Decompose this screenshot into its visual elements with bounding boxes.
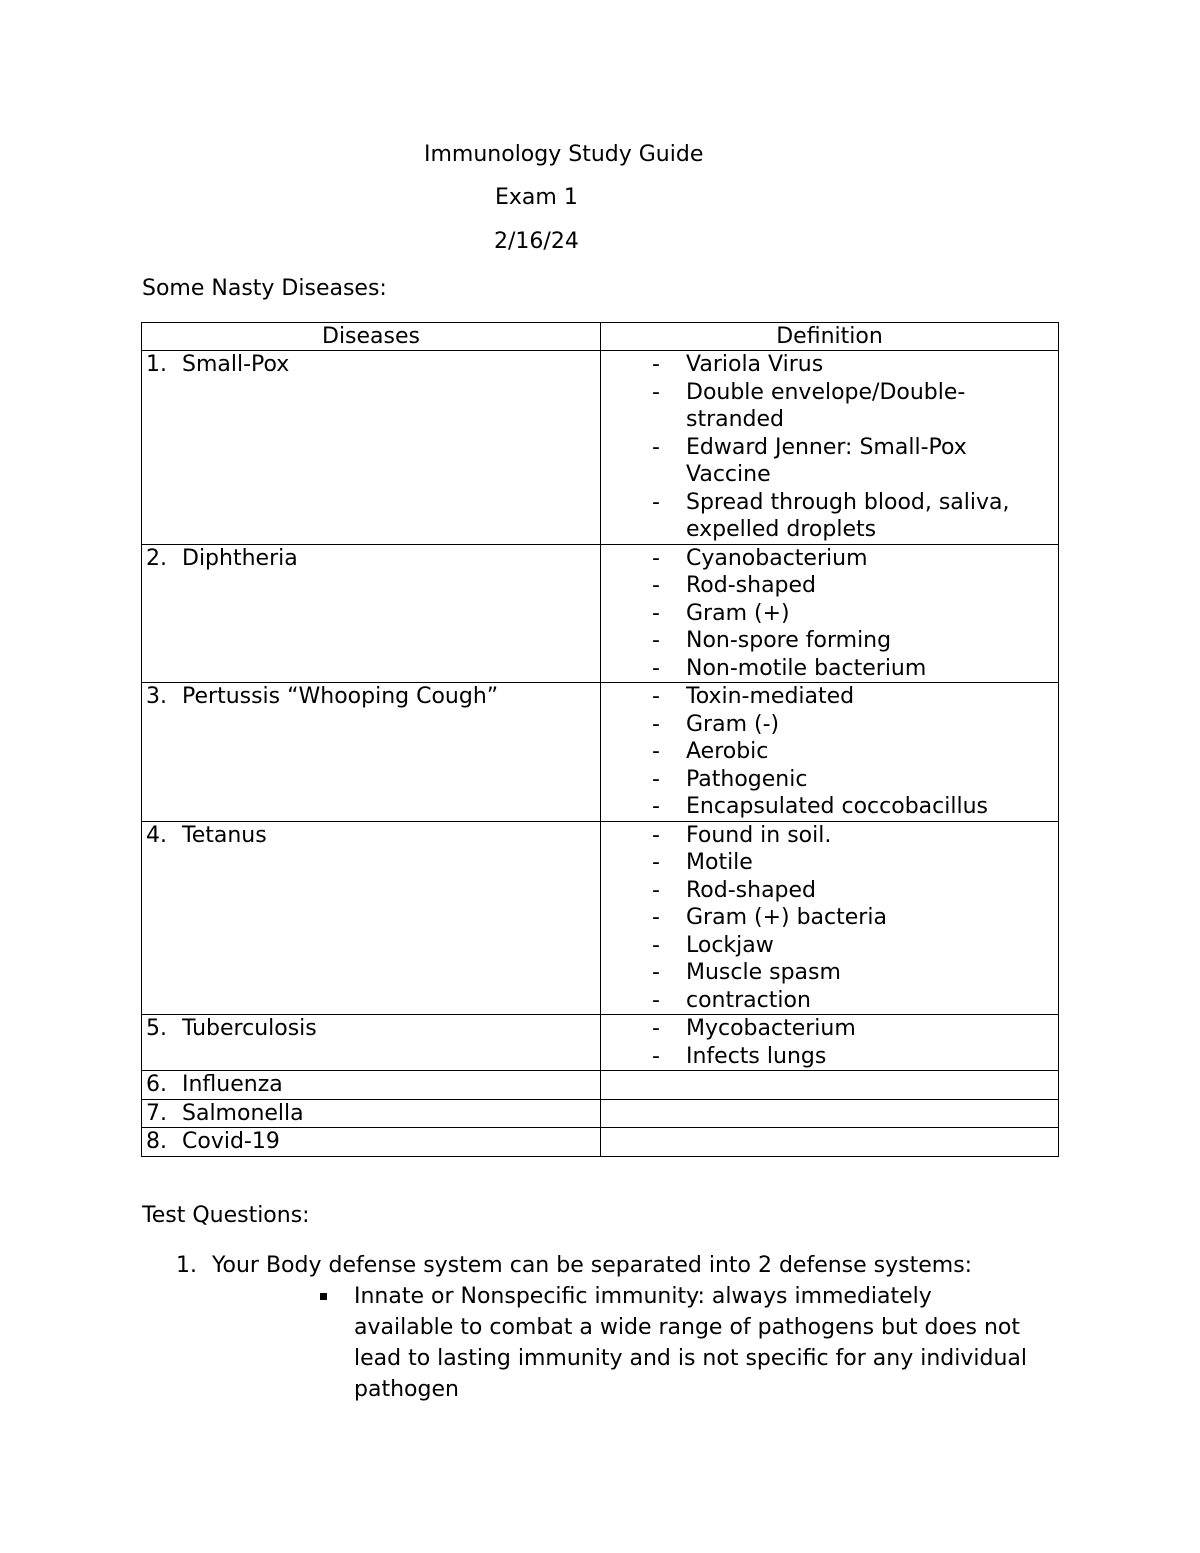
disease-cell [142,1071,601,1100]
question-text: Your Body defense system can be separated into 2 defense systems: [212,1253,973,1278]
definition-cell [601,544,1059,683]
disease-name: Diphtheria [182,545,298,571]
table-row [142,1128,1059,1157]
definition-item: - Rod-shaped [686,572,1054,600]
disease-number: 3. [146,684,167,709]
diseases-table-body [142,351,1059,1157]
diseases-table [141,322,1059,1157]
disease-name: Small-Pox [182,352,290,377]
definition-item: - Variola Virus [686,351,1054,379]
document-title: Immunology Study Guide [424,142,704,167]
square-bullet-icon [320,1293,327,1300]
table-row [142,544,1059,683]
bullet-text: Innate or Nonspecific immunity: always immediately available to combat a wide range of pathogens but does not lead to lasting immunity and is not specific for any individual pathogen [354,1284,1028,1402]
disease-cell [142,351,601,545]
definition-item: - Cyanobacterium [686,545,1054,573]
disease-name: Influenza [182,1072,283,1097]
definition-list [605,545,1054,683]
definition-item: - Non-motile bacterium [686,655,1054,683]
definition-item: - Spread through blood, saliva, expelled droplets [686,489,1054,544]
definition-item: - Gram (+) [686,600,1054,628]
disease-name: Salmonella [182,1100,304,1126]
test-questions-heading: Test Questions: [142,1203,310,1228]
disease-number: 7. [146,1100,167,1126]
definition-list [605,822,1054,1015]
exam-date: 2/16/24 [494,229,579,254]
exam-label: Exam 1 [495,185,578,210]
disease-number: 5. [146,1016,167,1041]
definition-cell [601,351,1059,545]
question-bullet [354,1281,1034,1405]
disease-cell [142,683,601,822]
definition-item: - Encapsulated coccobacillus [686,793,1054,821]
definition-item: - Rod-shaped [686,877,1054,905]
definition-cell [601,1015,1059,1071]
definition-list [605,683,1054,821]
disease-name: Tetanus [182,822,267,848]
definition-item: - Motile [686,849,1054,877]
table-row [142,683,1059,822]
disease-number: 4. [146,822,167,848]
definition-item: - Muscle spasm [686,959,1054,987]
definition-item: - contraction [686,987,1054,1015]
question-item [176,1250,1076,1281]
disease-cell [142,1099,601,1128]
disease-number: 2. [146,545,167,571]
definition-cell [601,1071,1059,1100]
column-header-definition: Definition [601,323,1059,351]
disease-number: 8. [146,1129,167,1154]
question-number: 1. [176,1253,197,1278]
table-header-row [142,323,1059,351]
definition-item: - Edward Jenner: Small-Pox Vaccine [686,434,1054,489]
definition-item: - Found in soil. [686,822,1054,850]
definition-cell [601,683,1059,822]
disease-cell [142,821,601,1015]
definition-item: - Double envelope/Double-stranded [686,379,1054,434]
definition-cell [601,1128,1059,1157]
definition-item: - Mycobacterium [686,1015,1054,1043]
disease-cell [142,544,601,683]
definition-item: - Infects lungs [686,1043,1054,1071]
table-row [142,1071,1059,1100]
column-header-diseases: Diseases [142,323,601,351]
definition-item: - Non-spore forming [686,627,1054,655]
disease-cell [142,1015,601,1071]
diseases-heading: Some Nasty Diseases: [142,276,387,301]
question-list [176,1250,1076,1405]
definition-item: - Aerobic [686,738,1054,766]
table-row [142,351,1059,545]
disease-number: 6. [146,1072,167,1097]
definition-item: - Gram (-) [686,711,1054,739]
disease-number: 1. [146,352,167,377]
definition-cell [601,821,1059,1015]
definition-list [605,1015,1054,1070]
table-row [142,1099,1059,1128]
disease-name: Covid-19 [182,1129,280,1154]
table-row [142,821,1059,1015]
definition-cell [601,1099,1059,1128]
definition-item: - Pathogenic [686,766,1054,794]
disease-name: Tuberculosis [182,1016,317,1041]
table-row [142,1015,1059,1071]
disease-cell [142,1128,601,1157]
definition-item: - Toxin-mediated [686,683,1054,711]
definition-list [605,351,1054,544]
disease-name: Pertussis “Whooping Cough” [182,684,499,709]
definition-item: - Gram (+) bacteria [686,904,1054,932]
definition-item: - Lockjaw [686,932,1054,960]
